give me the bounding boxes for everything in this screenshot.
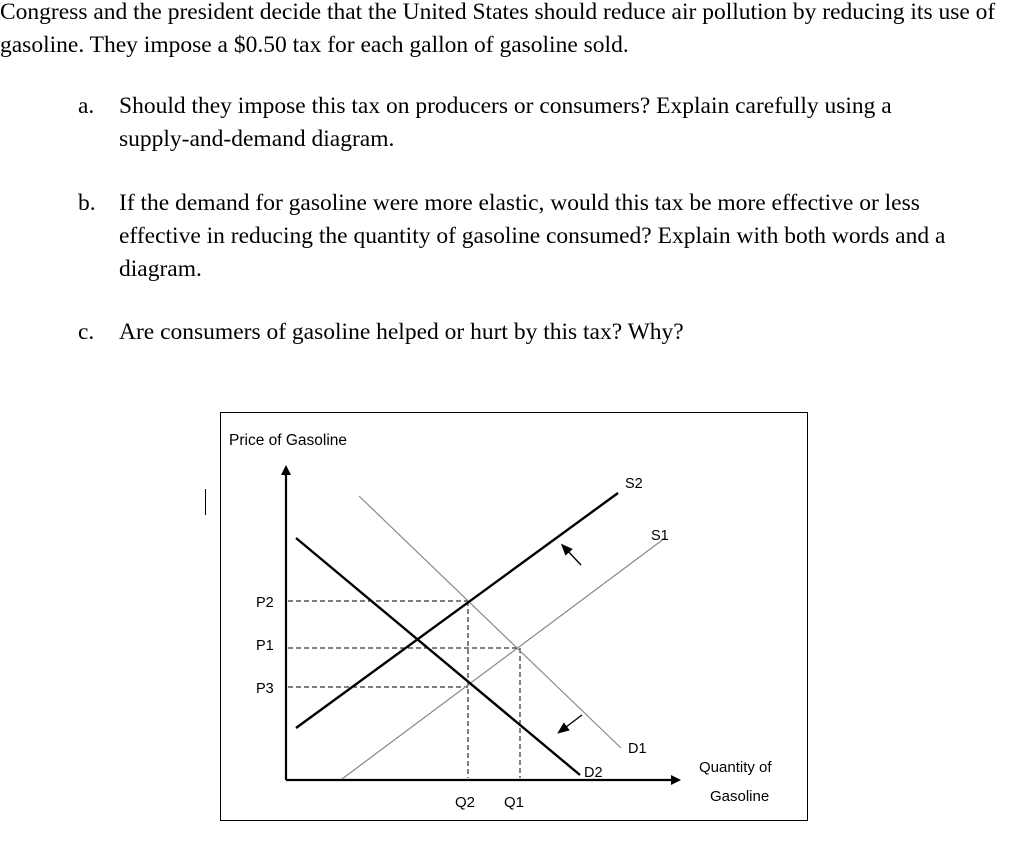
p3-label: P3 bbox=[256, 681, 274, 697]
q1-label: Q1 bbox=[504, 794, 525, 811]
q2-label: Q2 bbox=[455, 794, 476, 811]
p2-label: P2 bbox=[256, 595, 274, 611]
question-a-letter: a. bbox=[78, 93, 95, 119]
x-axis-label-line2: Gasoline bbox=[710, 788, 770, 805]
question-b-letter: b. bbox=[78, 190, 96, 216]
question-c bbox=[78, 316, 958, 349]
question-b-text: If the demand for gasoline were more elastic, would this tax be more effective or less effective in reducing the quantity of gasoline consumed? Explain with both words and a diagram. bbox=[119, 190, 946, 282]
y-axis-label: Price of Gasoline bbox=[229, 432, 348, 449]
question-a-text: Should they impose this tax on producers or consumers? Explain carefully using a supply-and-demand diagram. bbox=[119, 93, 892, 152]
x-axis-label-line1: Quantity of bbox=[699, 759, 772, 776]
supply-demand-diagram bbox=[220, 412, 808, 821]
s2-label: S2 bbox=[625, 476, 643, 492]
question-c-letter: c. bbox=[78, 319, 95, 345]
question-b bbox=[78, 187, 958, 286]
question-a bbox=[78, 90, 958, 156]
d2-label: D2 bbox=[584, 765, 603, 781]
s1-label: S1 bbox=[651, 528, 669, 544]
p1-label: P1 bbox=[256, 638, 274, 654]
text-cursor bbox=[205, 489, 206, 515]
intro-paragraph: Congress and the president decide that the United States should reduce air pollution by reducing its use of gasoline. They impose a $0.50 tax for each gallon of gasoline sold. bbox=[0, 0, 996, 58]
question-c-text: Are consumers of gasoline helped or hurt by this tax? Why? bbox=[119, 319, 684, 345]
d1-label: D1 bbox=[628, 741, 647, 757]
